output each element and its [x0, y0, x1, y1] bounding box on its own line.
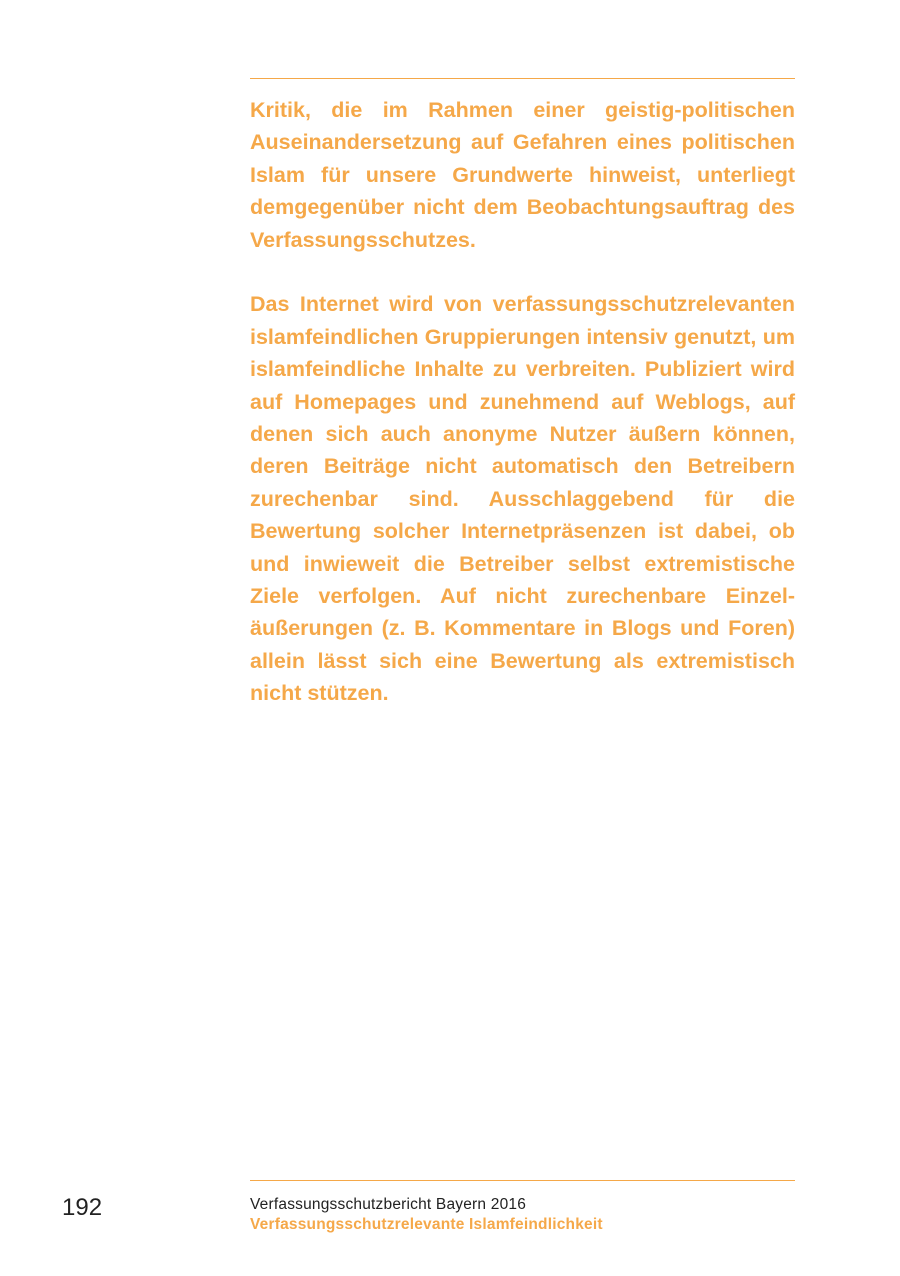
paragraph-criticism: Kritik, die im Rahmen einer geistig-politischen Auseinandersetzung auf Gefahren eines politischen Islam für unsere Grundwerte hinweist, unterliegt demgegenüber nicht dem Beobachtungsauftrag des Verfassungsschutzes.: [250, 98, 795, 252]
paragraph-internet: Das Internet wird von verfassungsschutzrelevanten islamfeindlichen Gruppierungen intensiv genutzt, um islamfeindliche Inhalte zu verbreiten. Publiziert wird auf Homepages und zunehmend auf Weblogs, auf denen sich auch anonyme Nutzer äußern können, deren Beiträge nicht automatisch den Betreibern zurechenbar sind. Ausschlaggebend für die Bewertung solcher Internetpräsenzen ist dabei, ob und inwieweit die Betreiber selbst extremistische Ziele verfolgen. Auf nicht zurechenbare Einzeläußerungen (z. B. Kommentare in Blogs und Foren) allein lässt sich eine Bewertung als extremistisch nicht stützen.: [250, 292, 795, 706]
footer: [250, 1195, 795, 1235]
page-number: 192: [62, 1194, 103, 1221]
footer-divider: [250, 1180, 795, 1181]
chapter-title: Verfassungsschutzrelevante Islamfeindlichkeit: [250, 1216, 603, 1233]
main-text: [250, 94, 795, 742]
top-divider: [250, 78, 795, 79]
publication-title: Verfassungsschutzbericht Bayern 2016: [250, 1196, 527, 1213]
